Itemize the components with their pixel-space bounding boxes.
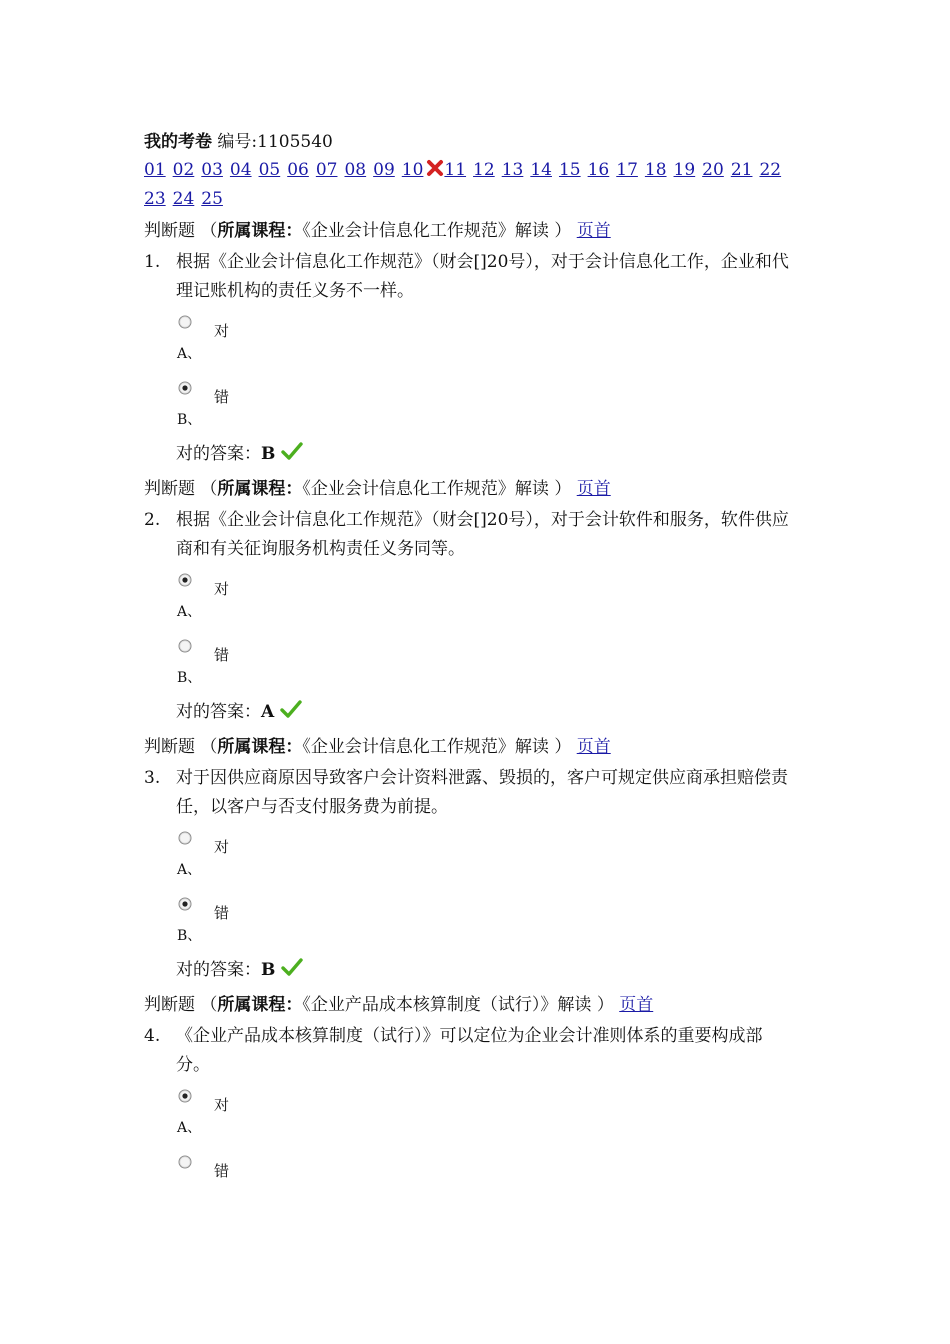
question-item xyxy=(144,990,824,1184)
radio-button-b[interactable] xyxy=(178,896,192,910)
question-nav-row xyxy=(144,185,804,214)
option-a-text: 对 xyxy=(214,838,230,856)
question-link-17[interactable]: 17 xyxy=(616,160,638,180)
question-link-22[interactable]: 22 xyxy=(759,160,782,180)
option-b-letter: B、 xyxy=(177,928,202,944)
question-text: 根据《企业会计信息化工作规范》（财会[]20号），对于会计软件和服务，软件供应商和有关征询服务机构责任义务同等。 xyxy=(176,510,789,559)
question-header xyxy=(144,216,824,246)
answer-value: B xyxy=(261,960,276,980)
question-header xyxy=(144,732,824,762)
question-type: 判断题 xyxy=(144,479,195,499)
course-name: 《企业会计信息化工作规范》解读 xyxy=(302,479,549,499)
paper-header xyxy=(144,128,824,156)
question-text: 《企业产品成本核算制度（试行）》可以定位为企业会计准则体系的重要构成部分。 xyxy=(176,1026,763,1075)
back-to-top-link[interactable]: 页首 xyxy=(576,737,611,757)
question-link-11[interactable]: 11 xyxy=(444,160,467,180)
question-link-04[interactable]: 04 xyxy=(229,160,252,180)
open-paren: （ xyxy=(200,479,218,499)
course-name: 《企业会计信息化工作规范》解读 xyxy=(302,221,549,241)
close-paren: ） xyxy=(596,995,614,1015)
close-paren: ） xyxy=(554,221,572,241)
option-b[interactable] xyxy=(178,1146,824,1184)
option-a[interactable] xyxy=(178,1080,824,1118)
question-type: 判断题 xyxy=(144,221,195,241)
question-type: 判断题 xyxy=(144,995,195,1015)
question-link-21[interactable]: 21 xyxy=(730,160,753,180)
answer-value: B xyxy=(261,444,276,464)
correct-answer xyxy=(176,438,824,472)
question-link-19[interactable]: 19 xyxy=(673,160,696,180)
question-link-01[interactable]: 01 xyxy=(144,160,166,180)
question-number: 3. xyxy=(144,768,161,788)
course-name: 《企业会计信息化工作规范》解读 xyxy=(302,737,549,757)
option-b-text: 错 xyxy=(214,904,230,922)
paper-id: 编号:1105540 xyxy=(217,132,333,152)
question-link-03[interactable]: 03 xyxy=(201,160,223,180)
option-a[interactable] xyxy=(178,306,824,344)
question-text-block xyxy=(144,506,796,564)
question-text-block xyxy=(144,764,796,822)
exam-paper xyxy=(144,128,824,1184)
question-number: 1. xyxy=(144,252,161,272)
option-b[interactable] xyxy=(178,888,824,926)
course-name: 《企业产品成本核算制度（试行）》解读 xyxy=(302,995,592,1015)
option-a-text: 对 xyxy=(214,580,230,598)
answer-value: A xyxy=(261,702,275,722)
question-text-block xyxy=(144,248,796,306)
question-text-block xyxy=(144,1022,796,1080)
question-link-25[interactable]: 25 xyxy=(201,189,223,209)
question-nav-row xyxy=(144,156,804,185)
course-label: 所属课程： xyxy=(217,479,303,499)
back-to-top-link[interactable]: 页首 xyxy=(619,995,654,1015)
radio-button-a[interactable] xyxy=(178,1088,192,1102)
radio-button-a[interactable] xyxy=(178,314,192,328)
close-paren: ） xyxy=(554,479,572,499)
answer-label: 对的答案： xyxy=(176,960,261,980)
radio-button-b[interactable] xyxy=(178,380,192,394)
question-link-18[interactable]: 18 xyxy=(644,160,667,180)
question-link-13[interactable]: 13 xyxy=(501,160,524,180)
open-paren: （ xyxy=(200,995,218,1015)
option-a-letter: A、 xyxy=(177,862,202,878)
open-paren: （ xyxy=(200,737,218,757)
question-link-12[interactable]: 12 xyxy=(473,160,495,180)
question-item xyxy=(144,474,824,730)
question-item xyxy=(144,216,824,472)
option-b-text: 错 xyxy=(214,646,230,664)
course-label: 所属课程： xyxy=(217,737,303,757)
option-a-text: 对 xyxy=(214,1096,230,1114)
question-type: 判断题 xyxy=(144,737,195,757)
question-header xyxy=(144,474,824,504)
question-number: 2. xyxy=(144,510,161,530)
option-a-text: 对 xyxy=(214,322,230,340)
back-to-top-link[interactable]: 页首 xyxy=(576,221,611,241)
question-link-20[interactable]: 20 xyxy=(702,160,724,180)
option-b-text: 错 xyxy=(214,388,230,406)
answer-label: 对的答案： xyxy=(176,444,261,464)
question-nav xyxy=(144,156,804,214)
correct-check-icon xyxy=(281,440,303,460)
question-number: 4. xyxy=(144,1026,161,1046)
question-link-07[interactable]: 07 xyxy=(315,160,338,180)
correct-check-icon xyxy=(280,698,302,718)
question-link-16[interactable]: 16 xyxy=(587,160,610,180)
correct-check-icon xyxy=(281,956,303,976)
radio-button-b[interactable] xyxy=(178,638,192,652)
question-link-14[interactable]: 14 xyxy=(530,160,552,180)
option-b[interactable] xyxy=(178,630,824,668)
radio-button-b[interactable] xyxy=(178,1154,192,1168)
option-a-letter: A、 xyxy=(177,1120,202,1136)
question-list xyxy=(144,216,824,1184)
question-link-15[interactable]: 15 xyxy=(558,160,581,180)
question-link-02[interactable]: 02 xyxy=(172,160,195,180)
paper-title: 我的考卷 xyxy=(144,132,212,152)
question-item xyxy=(144,732,824,988)
question-link-23[interactable]: 23 xyxy=(144,189,166,209)
question-link-24[interactable]: 24 xyxy=(172,189,195,209)
question-link-08[interactable]: 08 xyxy=(344,160,367,180)
question-text: 对于因供应商原因导致客户会计资料泄露、毁损的，客户可规定供应商承担赔偿责任，以客户与否支付服务费为前提。 xyxy=(176,768,788,817)
option-a[interactable] xyxy=(178,564,824,602)
option-b-letter: B、 xyxy=(177,670,202,686)
answer-label: 对的答案： xyxy=(176,702,261,722)
back-to-top-link[interactable]: 页首 xyxy=(576,479,611,499)
correct-answer xyxy=(176,954,824,988)
option-b-text: 错 xyxy=(214,1162,230,1180)
question-link-06[interactable]: 06 xyxy=(287,160,309,180)
radio-button-a[interactable] xyxy=(178,572,192,586)
wrong-mark-icon xyxy=(426,158,444,176)
open-paren: （ xyxy=(200,221,218,241)
option-a-letter: A、 xyxy=(177,346,202,362)
question-link-10[interactable]: 10 xyxy=(401,160,424,180)
correct-answer xyxy=(176,696,824,730)
radio-button-a[interactable] xyxy=(178,830,192,844)
question-text: 根据《企业会计信息化工作规范》（财会[]20号），对于会计信息化工作，企业和代理记账机构的责任义务不一样。 xyxy=(176,252,789,301)
close-paren: ） xyxy=(554,737,572,757)
question-link-05[interactable]: 05 xyxy=(258,160,281,180)
question-link-09[interactable]: 09 xyxy=(373,160,395,180)
course-label: 所属课程： xyxy=(217,995,303,1015)
option-b-letter: B、 xyxy=(177,412,202,428)
option-a-letter: A、 xyxy=(177,604,202,620)
course-label: 所属课程： xyxy=(217,221,303,241)
question-header xyxy=(144,990,824,1020)
option-a[interactable] xyxy=(178,822,824,860)
option-b[interactable] xyxy=(178,372,824,410)
